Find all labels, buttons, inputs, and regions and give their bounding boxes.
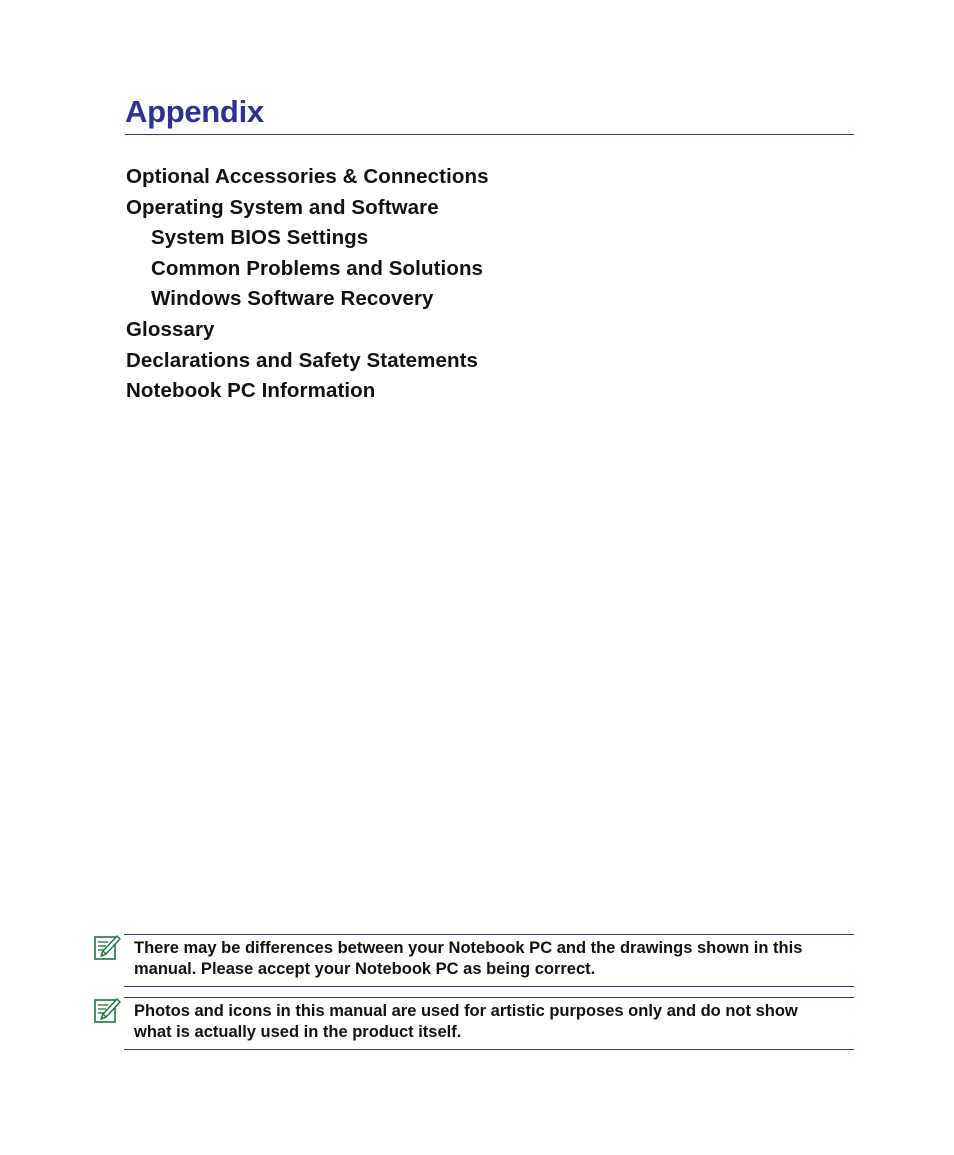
toc-item-glossary[interactable]: Glossary	[126, 317, 215, 341]
toc-item-optional-accessories[interactable]: Optional Accessories & Connections	[126, 165, 489, 188]
toc-item-common-problems[interactable]: Common Problems and Solutions	[151, 256, 484, 280]
note-text: There may be differences between your Notebook PC and the drawings shown in this manual. Please accept your Notebook PC as being correct.	[134, 939, 803, 978]
table-of-contents	[126, 162, 489, 407]
title-divider	[125, 134, 854, 135]
note-top-rule	[124, 934, 854, 935]
note-bottom-rule	[124, 986, 854, 987]
note-text: Photos and icons in this manual are used for artistic purposes only and do not show what is actually used in the product itself.	[134, 1002, 798, 1041]
page-title: Appendix	[125, 94, 264, 129]
note-bottom-rule	[124, 1049, 854, 1050]
toc-item-operating-system[interactable]: Operating System and Software	[126, 195, 439, 219]
note-box	[85, 993, 854, 1053]
toc-item-windows-recovery[interactable]: Windows Software Recovery	[151, 287, 434, 311]
note-pencil-icon	[92, 932, 122, 962]
note-top-rule	[124, 997, 854, 998]
toc-item-declarations[interactable]: Declarations and Safety Statements	[126, 348, 479, 372]
toc-item-notebook-info[interactable]: Notebook PC Information	[126, 379, 376, 403]
toc-item-system-bios[interactable]: System BIOS Settings	[151, 226, 369, 250]
note-box	[85, 930, 854, 990]
note-pencil-icon	[92, 995, 122, 1025]
